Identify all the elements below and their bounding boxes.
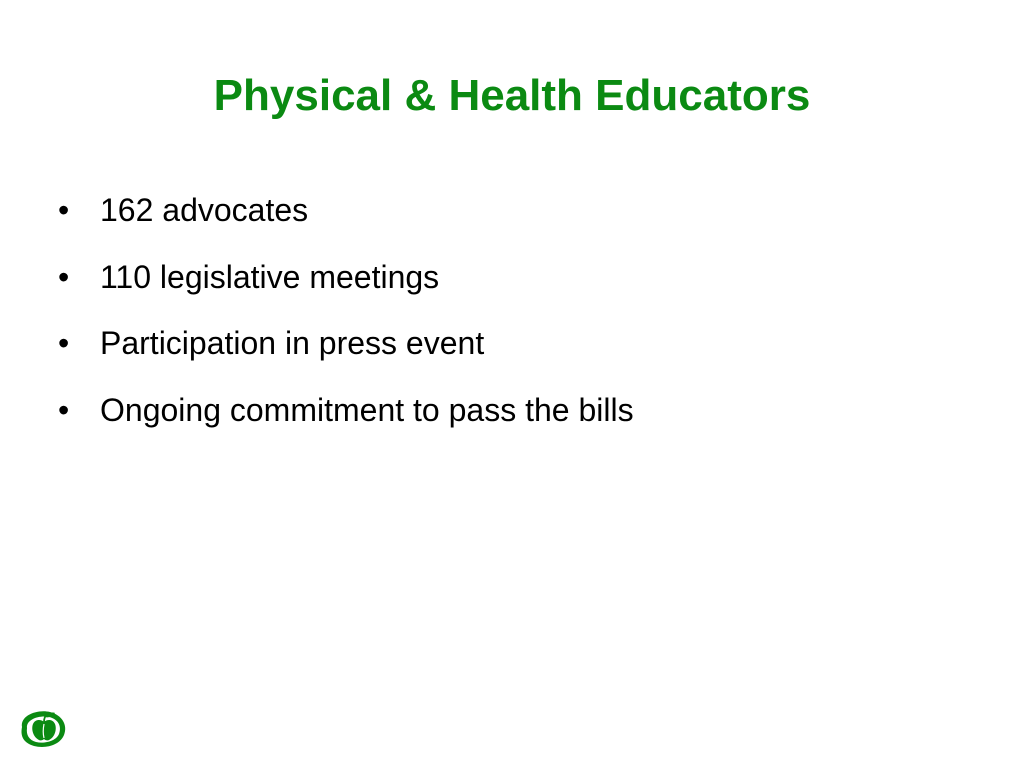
apple-logo-icon [16,707,70,749]
bullet-marker: • [58,325,70,361]
list-item [58,186,634,253]
list-item [58,319,634,386]
bullet-text: 110 legislative meetings [100,258,440,295]
bullet-marker: • [58,391,70,428]
bullet-list [58,186,634,452]
bullet-text: Participation in press event [100,325,485,361]
bullet-marker: • [58,192,70,228]
bullet-marker: • [58,258,70,295]
slide-title: Physical & Health Educators [213,71,811,120]
list-item [58,386,634,453]
bullet-text: Ongoing commitment to pass the bills [100,391,634,428]
list-item [58,253,634,320]
bullet-text: 162 advocates [100,192,309,228]
